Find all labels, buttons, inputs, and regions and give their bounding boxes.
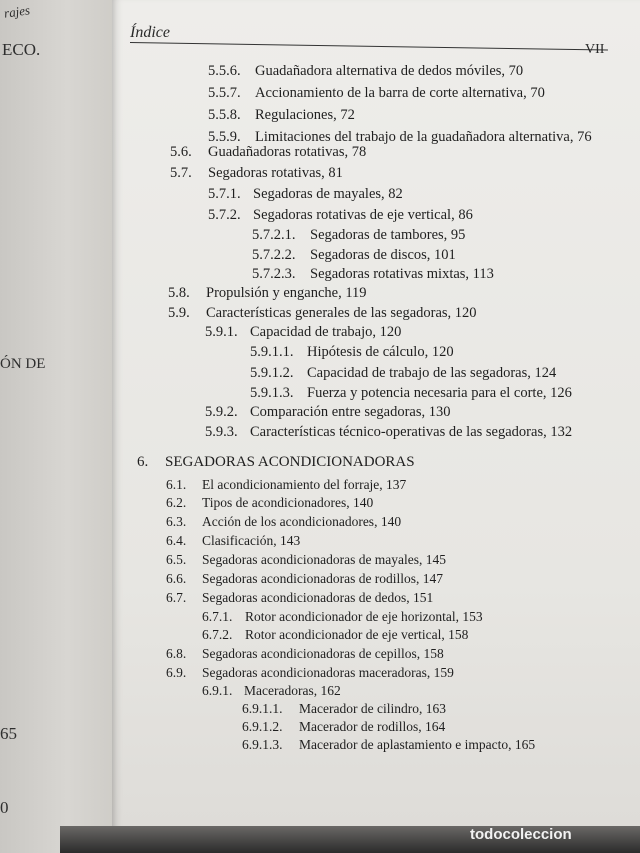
toc-entry — [166, 477, 406, 493]
toc-entry-number: 6.3. — [166, 514, 187, 529]
toc-entry-number: 6.5. — [166, 552, 187, 567]
toc-entry-title: Segadoras de discos, 101 — [310, 247, 456, 263]
left-page — [0, 0, 112, 853]
toc-entry-title: Características técnico-operativas de las segadoras, 132 — [250, 424, 573, 440]
toc-entry-title: Características generales de las segadoras, 120 — [206, 305, 477, 321]
toc-entry — [252, 247, 456, 264]
toc-entry — [242, 719, 445, 735]
toc-entry-title: Comparación entre segadoras, 130 — [250, 404, 451, 420]
toc-entry-number: 6.7. — [166, 590, 187, 605]
left-page-fragment: 65 — [0, 724, 17, 743]
toc-entry — [166, 552, 446, 568]
toc-entry-number: 5.9.1.3. — [250, 385, 294, 401]
toc-entry-number: 6.9.1. — [202, 683, 233, 698]
toc-entry — [205, 324, 401, 341]
toc-entry-number: 5.7.2.1. — [252, 227, 296, 243]
toc-entry — [242, 737, 535, 753]
toc-entry-title: Segadoras acondicionadoras de cepillos, 158 — [202, 646, 444, 661]
toc-entry-title: Capacidad de trabajo de las segadoras, 124 — [307, 365, 557, 381]
toc-entry — [250, 385, 572, 402]
toc-entry — [166, 514, 401, 530]
toc-entry-number: 5.7. — [170, 165, 192, 181]
toc-entry-title: Segadoras rotativas de eje vertical, 86 — [253, 207, 473, 223]
toc-entry-title: Hipótesis de cálculo, 120 — [307, 344, 454, 360]
toc-entry-title: Tipos de acondicionadores, 140 — [202, 495, 374, 510]
toc-entry — [166, 665, 454, 681]
toc-entry-number: 6.9.1.2. — [242, 719, 283, 734]
toc-entry-title: Fuerza y potencia necesaria para el corte, 126 — [307, 385, 572, 401]
toc-entry-number: 5.5.6. — [208, 63, 241, 79]
toc-entry — [166, 533, 300, 549]
toc-entry — [202, 609, 483, 625]
toc-entry — [250, 344, 454, 361]
toc-entry-number: 6.8. — [166, 646, 187, 661]
toc-entry-number: 5.9.1.1. — [250, 344, 294, 360]
toc-entry-number: 6.7.1. — [202, 609, 233, 624]
page-number: VII — [585, 42, 605, 57]
toc-entry-title: Macerador de aplastamiento e impacto, 165 — [299, 737, 536, 752]
toc-entry-number: 6.6. — [166, 571, 187, 586]
toc-entry-number: 5.5.8. — [208, 107, 241, 123]
left-page-fragment: 0 — [0, 798, 9, 817]
left-page-fragment: rajes — [3, 2, 31, 21]
toc-entry-title: Capacidad de trabajo, 120 — [250, 324, 402, 340]
toc-entry — [166, 590, 433, 606]
toc-entry-number: 5.9.1. — [205, 324, 238, 340]
toc-entry-number: 5.9.2. — [205, 404, 238, 420]
toc-entry — [208, 107, 355, 124]
toc-entry-number: 5.9.3. — [205, 424, 238, 440]
toc-entry-title: Segadoras de mayales, 82 — [253, 186, 403, 202]
toc-entry — [242, 701, 446, 717]
toc-entry — [252, 227, 465, 244]
toc-entry-title: Acción de los acondicionadores, 140 — [202, 514, 402, 529]
toc-entry — [202, 683, 341, 699]
toc-entry-title: Maceradoras, 162 — [244, 683, 341, 698]
toc-entry-number: 6.1. — [166, 477, 187, 492]
toc-entry-number: 5.9.1.2. — [250, 365, 294, 381]
toc-entry-title: Rotor acondicionador de eje horizontal, 153 — [245, 609, 483, 624]
toc-entry-number: 5.6. — [170, 144, 192, 160]
toc-entry-title: Propulsión y enganche, 119 — [206, 285, 367, 301]
toc-entry-title: Segadoras acondicionadoras de rodillos, 147 — [202, 571, 444, 586]
toc-entry-title: Accionamiento de la barra de corte alternativa, 70 — [255, 85, 545, 101]
toc-entry — [250, 365, 556, 382]
toc-entry — [168, 285, 367, 302]
toc-entry-title: Rotor acondicionador de eje vertical, 158 — [245, 627, 469, 642]
toc-entry-title: SEGADORAS ACONDICIONADORAS — [165, 454, 415, 470]
toc-entry-number: 5.5.7. — [208, 85, 241, 101]
toc-entry — [166, 646, 444, 662]
toc-entry-title: Guadañadoras rotativas, 78 — [208, 144, 367, 160]
toc-entry — [170, 144, 366, 161]
toc-entry — [166, 571, 443, 587]
toc-entry-number: 5.7.2.3. — [252, 266, 296, 282]
toc-entry — [202, 627, 468, 643]
toc-entry — [137, 454, 415, 471]
toc-entry-number: 6. — [137, 454, 149, 470]
toc-entry-number: 6.9.1.1. — [242, 701, 283, 716]
toc-entry — [166, 495, 373, 511]
toc-entry-number: 6.4. — [166, 533, 187, 548]
toc-entry-title: Macerador de cilindro, 163 — [299, 701, 446, 716]
toc-entry-number: 6.9. — [166, 665, 187, 680]
toc-entry-title: Limitaciones del trabajo de la guadañadora alternativa, 76 — [255, 129, 592, 145]
toc-entry — [205, 404, 451, 421]
toc-entry — [208, 186, 403, 203]
page-header-title: Índice — [130, 24, 170, 41]
toc-entry — [208, 85, 545, 102]
toc-entry-title: Guadañadora alternativa de dedos móviles, 70 — [255, 63, 524, 79]
toc-entry-number: 5.8. — [168, 285, 190, 301]
toc-entry-title: Segadoras acondicionadoras maceradoras, 159 — [202, 665, 454, 680]
toc-entry-title: Segadoras acondicionadoras de mayales, 145 — [202, 552, 447, 567]
toc-entry — [252, 266, 494, 283]
toc-entry-title: Segadoras rotativas mixtas, 113 — [310, 266, 494, 282]
toc-entry — [170, 165, 343, 182]
toc-entry — [168, 305, 477, 322]
toc-entry-title: El acondicionamiento del forraje, 137 — [202, 477, 407, 492]
toc-entry-title: Segadoras rotativas, 81 — [208, 165, 343, 181]
toc-entry-number: 5.7.1. — [208, 186, 241, 202]
left-page-fragment: ECO. — [2, 40, 41, 59]
toc-entry-title: Macerador de rodillos, 164 — [299, 719, 446, 734]
watermark: todocoleccion — [470, 826, 572, 843]
toc-entry — [208, 207, 473, 224]
toc-entry-title: Segadoras acondicionadoras de dedos, 151 — [202, 590, 434, 605]
toc-entry-number: 5.9. — [168, 305, 190, 321]
toc-entry-title: Segadoras de tambores, 95 — [310, 227, 466, 243]
toc-entry-number: 5.5.9. — [208, 129, 241, 145]
toc-entry-title: Clasificación, 143 — [202, 533, 301, 548]
toc-entry-number: 6.9.1.3. — [242, 737, 283, 752]
toc-entry-number: 6.7.2. — [202, 627, 233, 642]
toc-entry-number: 6.2. — [166, 495, 187, 510]
toc-entry — [205, 424, 572, 441]
toc-entry-title: Regulaciones, 72 — [255, 107, 355, 123]
toc-entry — [208, 63, 523, 80]
left-page-fragment: ÓN DE — [0, 356, 46, 372]
toc-entry-number: 5.7.2.2. — [252, 247, 296, 263]
toc-entry-number: 5.7.2. — [208, 207, 241, 223]
